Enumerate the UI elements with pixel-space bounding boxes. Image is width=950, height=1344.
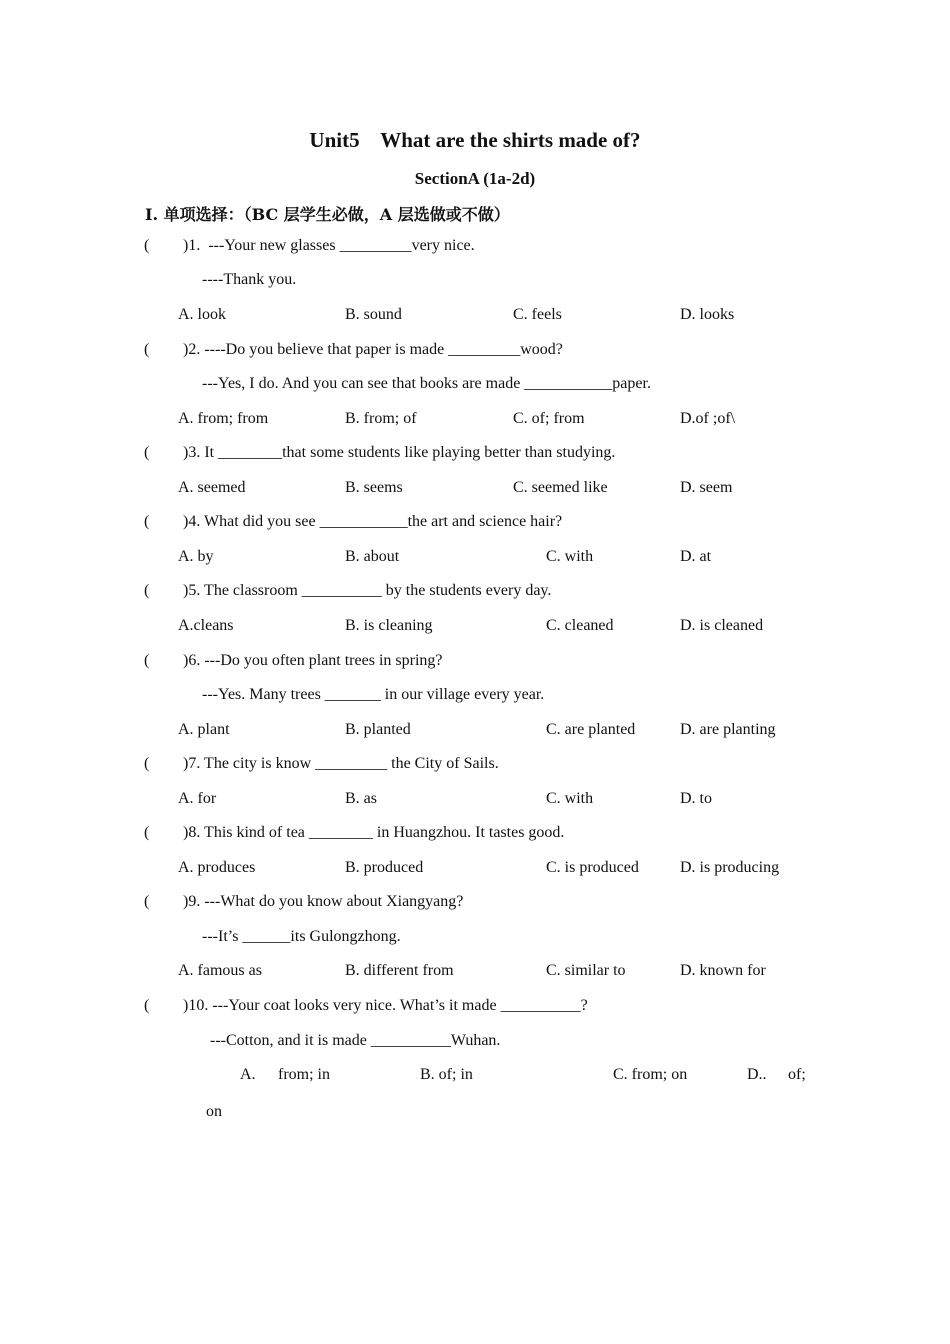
section-heading: I. 单项选择：（BC 层学生必做，A 层选做或不做）	[145, 205, 510, 224]
option-b: B. planted	[345, 721, 411, 738]
option-b: B. about	[345, 548, 400, 565]
option-b: B. different from	[345, 962, 454, 979]
option-b: B. seems	[345, 479, 403, 496]
question-stem: )2. ----Do you believe that paper is made _________wood?	[183, 341, 563, 358]
option-b: B. from; of	[345, 410, 417, 427]
option-d: D. known for	[680, 962, 766, 979]
option-c: C. are planted	[546, 721, 636, 738]
answer-paren: (	[144, 341, 150, 358]
option-a: A. for	[178, 790, 217, 807]
page-subtitle: SectionA (1a-2d)	[414, 169, 536, 188]
option-a-text: from; in	[278, 1066, 330, 1083]
option-b: B. is cleaning	[345, 617, 433, 634]
answer-paren: (	[144, 997, 150, 1014]
question-reply: ---Yes. Many trees _______ in our village every year.	[202, 686, 545, 703]
option-a: A. seemed	[178, 479, 246, 496]
answer-paren: (	[144, 237, 150, 254]
answer-paren: (	[144, 582, 150, 599]
question-stem: )5. The classroom __________ by the students every day.	[183, 582, 552, 599]
question-reply: ---Cotton, and it is made __________Wuhan.	[210, 1032, 501, 1049]
option-b: B. of; in	[420, 1066, 473, 1083]
question-stem: )9. ---What do you know about Xiangyang?	[183, 893, 464, 910]
option-a: A. plant	[178, 721, 230, 738]
question-stem: )4. What did you see ___________the art and science hair?	[183, 513, 563, 530]
option-d: D.of ;of\	[680, 410, 736, 427]
option-d: D. is producing	[680, 859, 780, 876]
option-c: C. from; on	[613, 1066, 688, 1083]
answer-paren: (	[144, 893, 150, 910]
option-c: C. with	[546, 548, 594, 565]
option-a: A.cleans	[178, 617, 234, 634]
option-b: B. sound	[345, 306, 402, 323]
option-d-text-wrap: on	[206, 1103, 222, 1120]
question-reply: ---It’s ______its Gulongzhong.	[202, 928, 401, 945]
option-c: C. of; from	[513, 410, 585, 427]
option-d: D. at	[680, 548, 712, 565]
option-c: C. cleaned	[546, 617, 614, 634]
option-c: C. seemed like	[513, 479, 608, 496]
option-a: A. by	[178, 548, 214, 565]
question-stem: )3. It ________that some students like playing better than studying.	[183, 444, 616, 461]
option-c: C. feels	[513, 306, 562, 323]
answer-paren: (	[144, 513, 150, 530]
option-d-letter: D..	[747, 1066, 767, 1083]
option-d: D. seem	[680, 479, 733, 496]
question-reply: ----Thank you.	[202, 271, 297, 288]
question-stem: )7. The city is know _________ the City of Sails.	[183, 755, 499, 772]
answer-paren: (	[144, 652, 150, 669]
option-a: A. from; from	[178, 410, 269, 427]
option-d: D. is cleaned	[680, 617, 764, 634]
option-b: B. as	[345, 790, 377, 807]
option-c: C. with	[546, 790, 594, 807]
option-d-text: of;	[788, 1066, 806, 1083]
option-c: C. is produced	[546, 859, 639, 876]
question-reply: ---Yes, I do. And you can see that books are made ___________paper.	[202, 375, 651, 392]
option-c: C. similar to	[546, 962, 626, 979]
page-title: Unit5 What are the shirts made of?	[309, 128, 641, 152]
question-stem: )8. This kind of tea ________ in Huangzhou. It tastes good.	[183, 824, 565, 841]
option-d: D. to	[680, 790, 712, 807]
question-stem: )6. ---Do you often plant trees in spring?	[183, 652, 443, 669]
question-stem: )1. ---Your new glasses _________very nice.	[183, 237, 475, 254]
option-d: D. are planting	[680, 721, 776, 738]
option-a: A. famous as	[178, 962, 262, 979]
answer-paren: (	[144, 444, 150, 461]
option-d: D. looks	[680, 306, 735, 323]
answer-paren: (	[144, 755, 150, 772]
answer-paren: (	[144, 824, 150, 841]
option-a: A. produces	[178, 859, 256, 876]
option-b: B. produced	[345, 859, 424, 876]
question-stem: )10. ---Your coat looks very nice. What’s it made __________?	[183, 997, 588, 1014]
option-a-letter: A.	[240, 1066, 256, 1083]
option-a: A. look	[178, 306, 226, 323]
